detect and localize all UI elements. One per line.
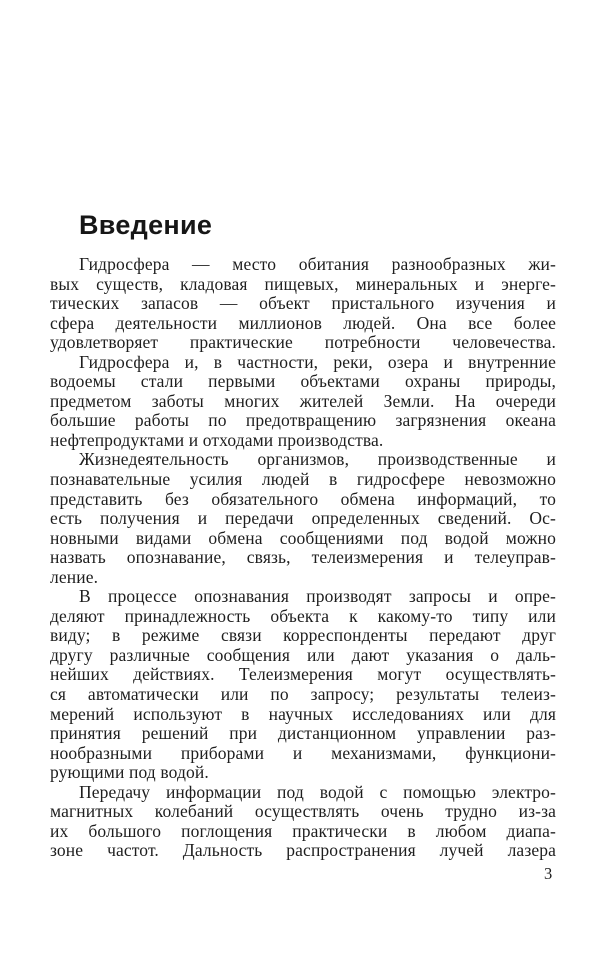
- paragraph: [50, 255, 556, 353]
- text-line: деляют принадлежность объекта к какому-то типу или: [50, 605, 556, 626]
- text-line: представить без обязательного обмена информаций, то: [50, 488, 556, 509]
- text-line: другу различные сообщения или дают указания о даль-: [50, 644, 556, 665]
- text-line: В процессе опознавания производят запросы и опре-: [79, 586, 556, 607]
- text-line: ся автоматически или по запросу; результаты телеиз-: [50, 684, 556, 705]
- paragraph: [50, 783, 556, 861]
- text-line: принятия решений при дистанционном управлении раз-: [50, 723, 556, 744]
- text-line: Гидросфера и, в частности, реки, озера и внутренние: [79, 351, 556, 372]
- text-line: назвать опознавание, связь, телеизмерения и телеуправ-: [50, 547, 556, 568]
- text-line: зоне частот. Дальность распространения лучей лазера: [50, 840, 556, 861]
- text-line: Гидросфера — место обитания разнообразных жи-: [79, 254, 556, 274]
- text-line: вых существ, кладовая пищевых, минеральных и энерге-: [50, 273, 556, 294]
- text-line: сфера деятельности миллионов людей. Она все более: [50, 312, 556, 333]
- text-line: виду; в режиме связи корреспонденты передают друг: [50, 625, 556, 646]
- text-line: мерений используют в научных исследованиях или для: [50, 703, 556, 724]
- text-line: Передачу информации под водой с помощью электро-: [79, 781, 556, 802]
- text-line: магнитных колебаний осуществлять очень трудно из-за: [50, 801, 556, 822]
- text-line: познавательные усилия людей в гидросфере невозможно: [50, 469, 556, 490]
- text-line: нефтепродуктами и отходами производства.: [50, 429, 384, 450]
- text-line: ление.: [50, 566, 99, 587]
- text-line: Жизнедеятельность организмов, производственные и: [79, 449, 556, 470]
- text-line: удовлетворяет практические потребности человечества.: [50, 332, 556, 353]
- text-line: есть получения и передачи определенных сведений. Ос-: [50, 508, 556, 529]
- text-line: предметом заботы многих жителей Земли. На очереди: [50, 390, 556, 411]
- text-line: нейших действиях. Телеизмерения могут осуществлять-: [50, 664, 556, 685]
- paragraph: [50, 587, 556, 782]
- text-block: [50, 255, 556, 861]
- text-line: большие работы по предотвращению загрязнения океана: [50, 410, 556, 431]
- paragraph: [50, 450, 556, 587]
- text-line: рующими под водой.: [50, 762, 209, 783]
- text-line: водоемы стали первыми объектами охраны природы,: [50, 371, 556, 392]
- page-title: Введение: [79, 210, 213, 240]
- text-line: тических запасов — объект пристального изучения и: [50, 293, 556, 314]
- text-line: новными видами обмена сообщениями под водой можно: [50, 527, 556, 548]
- text-line: нообразными приборами и механизмами, функциони-: [50, 742, 556, 763]
- paragraph: [50, 353, 556, 451]
- text-line: их большого поглощения практически в любом диапа-: [50, 820, 556, 841]
- page-number: 3: [544, 864, 553, 883]
